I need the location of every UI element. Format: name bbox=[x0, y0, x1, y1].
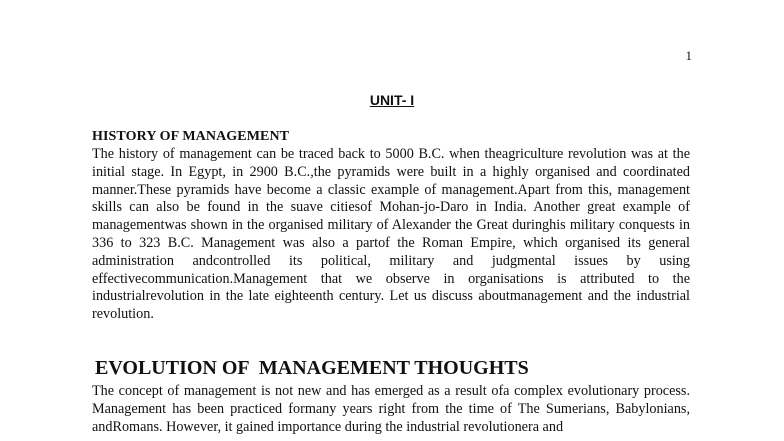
history-paragraph: The history of management can be traced back to 5000 B.C. when theagriculture revolution was at the initial stage. In Egypt, in 2900 B.C.,the pyramids were built in a highly organised and coordinated manner.These pyramids have become a classic example of management.Apart from this, management skills can also be found in the suave citiesof Mohan-jo-Daro in India. Another great example of managementwas shown in the organised military of Alexander the Great duringhis military conquests in 336 to 323 B.C. Management was also a partof the Roman Empire, which organised its general administration andcontrolled its political, military and judgmental issues by using effectivecommunication.Management that we observe in organisations is attributed to the industrialrevolution in the late eighteenth century. Let us discuss aboutmanagement and the industrial revolution. bbox=[92, 146, 690, 323]
section-heading-history: HISTORY OF MANAGEMENT bbox=[92, 129, 290, 144]
evolution-paragraph: The concept of management is not new and has emerged as a result ofa complex evolutionary process. Management has been practiced formany years right from the time of The Sumerians, Babylonians, andRomans. However, it gained importance during the industrial revolutionera and bbox=[92, 383, 690, 435]
unit-heading: UNIT- I bbox=[369, 92, 415, 108]
section-heading-evolution: EVOLUTION OF MANAGEMENT THOUGHTS bbox=[95, 357, 529, 379]
page-number: 1 bbox=[685, 48, 692, 63]
